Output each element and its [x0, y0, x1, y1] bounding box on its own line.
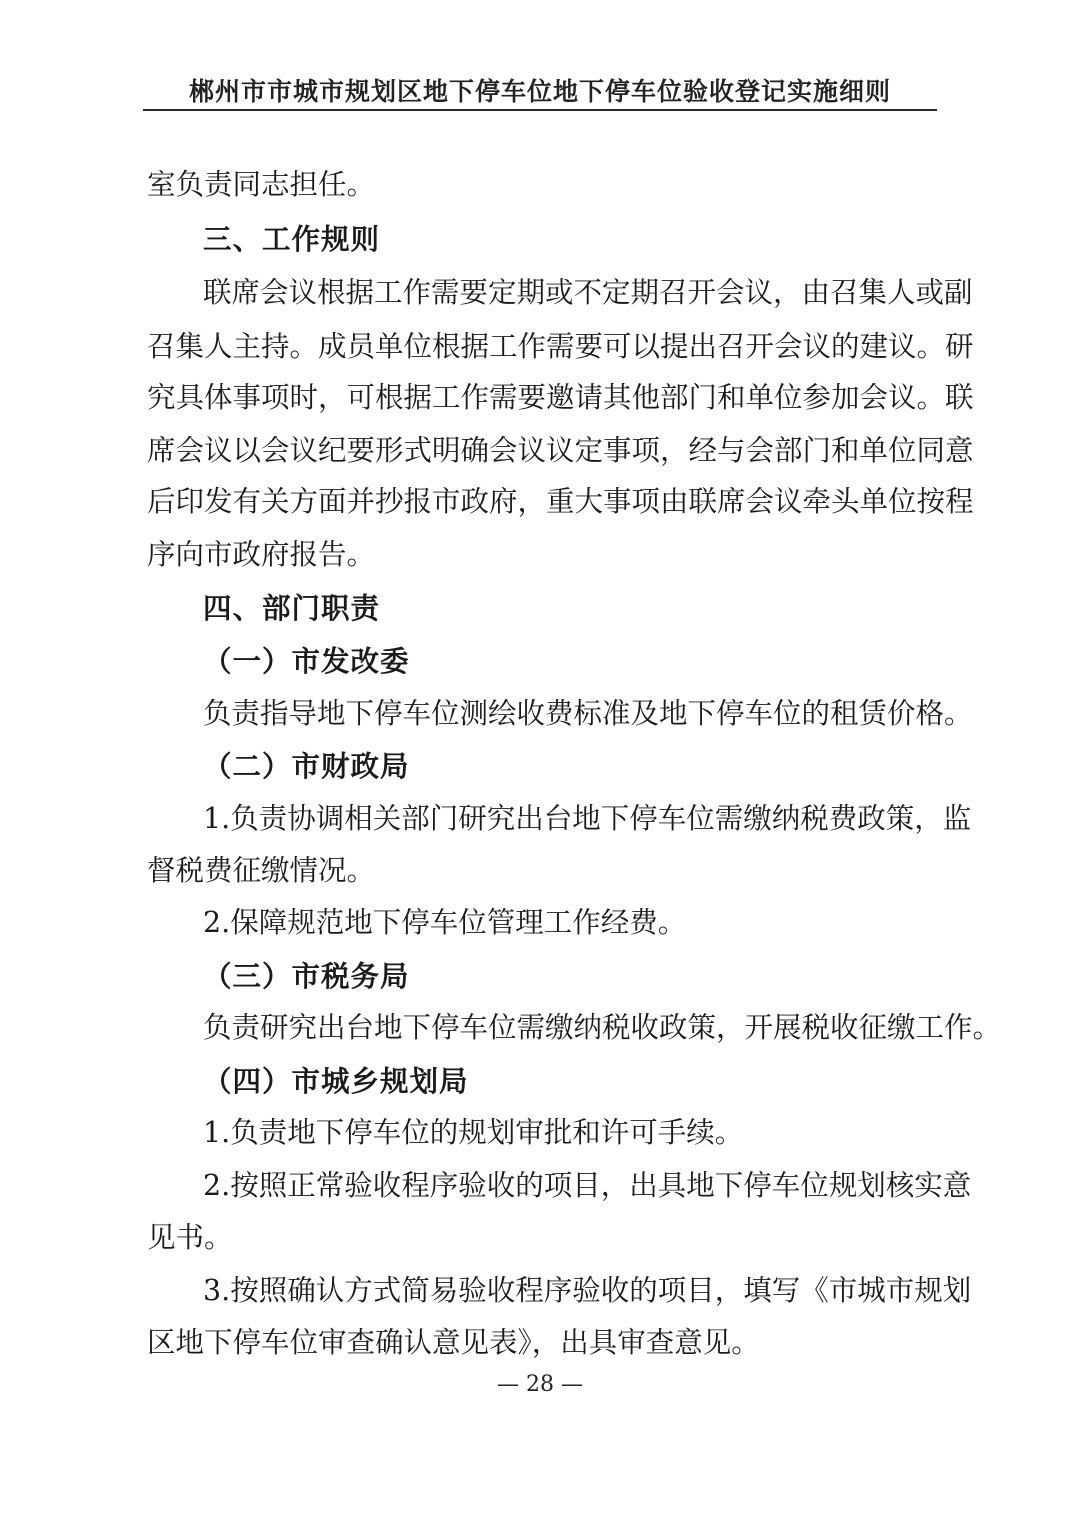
paragraph-line: 后印发有关方面并抄报市政府，重大事项由联席会议牵头单位按程: [147, 485, 974, 518]
paragraph-line: 3.按照确认方式简易验收程序验收的项目，填写《市城市规划: [203, 1274, 972, 1307]
page-number: — 28 —: [497, 1372, 583, 1397]
page-header: 郴州市市城市规划区地下停车位地下停车位验收登记实施细则: [188, 77, 891, 106]
subheading-development-reform: （一）市发改委: [203, 644, 410, 678]
paragraph-line: 1.负责协调相关部门研究出台地下停车位需缴纳税费政策，监: [203, 802, 972, 835]
paragraph-line: 2.保障规范地下停车位管理工作经费。: [203, 906, 687, 939]
subheading-tax-bureau: （三）市税务局: [203, 959, 410, 993]
paragraph-line: 见书。: [147, 1221, 233, 1254]
section-heading-work-rules: 三、工作规则: [203, 222, 381, 256]
paragraph-line: 究具体事项时，可根据工作需要邀请其他部门和单位参加会议。联: [147, 381, 974, 414]
paragraph-line: 召集人主持。成员单位根据工作需要可以提出召开会议的建议。研: [147, 330, 974, 363]
header-rule: [143, 109, 937, 111]
paragraph-line: 2.按照正常验收程序验收的项目，出具地下停车位规划核实意: [203, 1169, 972, 1202]
section-heading-department-duties: 四、部门职责: [203, 591, 381, 625]
subheading-planning-bureau: （四）市城乡规划局: [203, 1064, 469, 1098]
paragraph-line: 序向市政府报告。: [147, 538, 376, 571]
subheading-finance-bureau: （二）市财政局: [203, 749, 410, 783]
paragraph-line: 1.负责地下停车位的规划审批和许可手续。: [203, 1116, 744, 1149]
paragraph-line: 负责指导地下停车位测绘收费标准及地下停车位的租赁价格。: [203, 697, 973, 730]
paragraph-line: 区地下停车位审查确认意见表》，出具审查意见。: [147, 1326, 760, 1359]
paragraph-line: 督税费征缴情况。: [147, 854, 376, 887]
paragraph-line: 负责研究出台地下停车位需缴纳税收政策，开展税收征缴工作。: [203, 1011, 1002, 1044]
paragraph-line: 联席会议根据工作需要定期或不定期召开会议，由召集人或副: [203, 276, 973, 309]
paragraph-line: 席会议以会议纪要形式明确会议议定事项，经与会部门和单位同意: [147, 434, 974, 467]
continuation-text: 室负责同志担任。: [147, 168, 376, 201]
